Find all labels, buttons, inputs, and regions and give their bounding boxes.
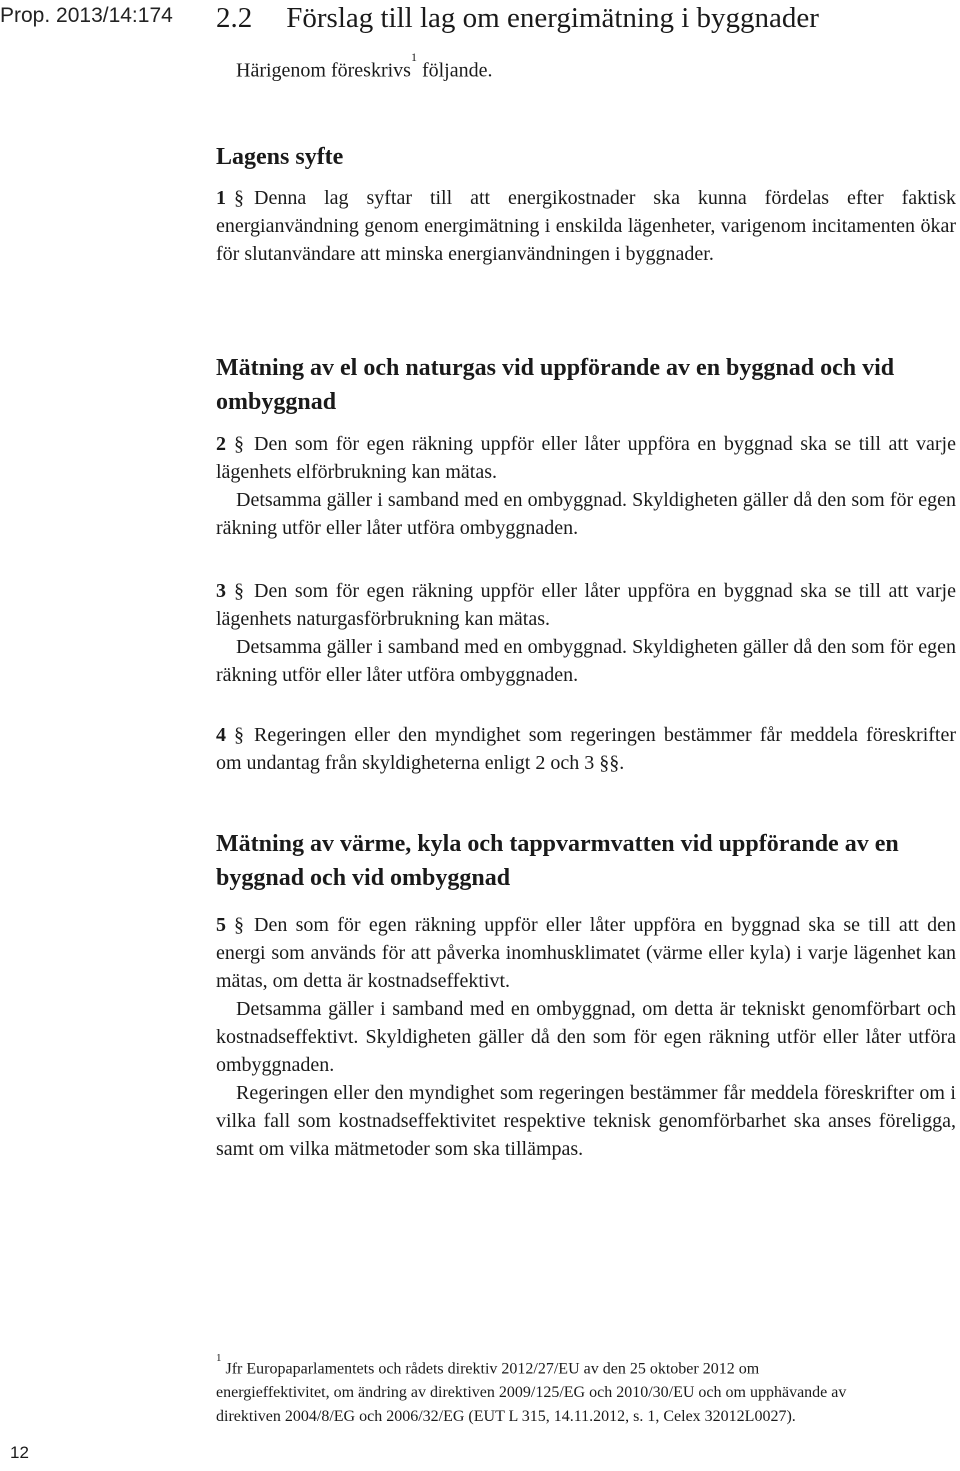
paragraph-number: 2 bbox=[216, 433, 226, 455]
section-el-naturgas bbox=[216, 351, 956, 419]
section-heading: Lagens syfte bbox=[216, 144, 344, 170]
paragraph-number: 1 bbox=[216, 187, 226, 209]
paragraph-text: Regeringen eller den myndighet som regeringen bestämmer får meddela föreskrifter om undantag från skyldigheterna enligt 2 och 3 §§. bbox=[216, 724, 956, 774]
section-sign: § bbox=[234, 580, 244, 602]
footnote-mark: 1 bbox=[216, 1352, 222, 1364]
section-varme-kyla bbox=[216, 827, 956, 895]
footnote-divider bbox=[216, 1340, 416, 1341]
section-heading: Mätning av värme, kyla och tappvarmvatten vid uppförande av en byggnad och vid ombyggnad bbox=[216, 831, 899, 891]
footnote-text: Jfr Europaparlamentets och rådets direktiv 2012/27/EU av den 25 oktober 2012 om energieffektivitet, om ändring av direktiven 2009/125/EG och 2010/30/EU och om upphävande av direktiven 2004/8/EG och 2006/32/EG (EUT L 315, 14.11.2012, s. 1, Celex 32012L0027). bbox=[216, 1360, 847, 1426]
paragraph-number: 3 bbox=[216, 580, 226, 602]
section-sign: § bbox=[234, 187, 244, 209]
paragraph-number: 5 bbox=[216, 914, 226, 936]
paragraph-3 bbox=[216, 577, 956, 689]
intro-end: följande. bbox=[416, 59, 493, 82]
section-lagens-syfte bbox=[216, 140, 956, 174]
paragraph-1 bbox=[216, 184, 956, 268]
paragraph-text: Detsamma gäller i samband med en ombyggnad, om detta är tekniskt genomförbart och kostnadseffektivt. Skyldigheten gäller då den som för egen räkning utför eller låter utföra ombyggnaden. bbox=[216, 998, 956, 1076]
section-title: Förslag till lag om energimätning i byggnader bbox=[286, 2, 819, 34]
section-sign: § bbox=[234, 724, 244, 746]
intro-text: Härigenom föreskrivs bbox=[236, 59, 411, 82]
section-heading: Mätning av el och naturgas vid uppförande av en byggnad och vid ombyggnad bbox=[216, 355, 895, 415]
paragraph-text: Den som för egen räkning uppför eller låter uppföra en byggnad ska se till att varje lägenhets elförbrukning kan mätas. bbox=[216, 433, 956, 483]
paragraph-text: Regeringen eller den myndighet som regeringen bestämmer får meddela föreskrifter om i vilka fall som kostnadseffektivitet respektive teknisk genomförbarhet ska anses föreligga, samt om vilka mätmetoder som ska tillämpas. bbox=[216, 1082, 956, 1160]
page-title bbox=[216, 2, 819, 35]
paragraph-text: Detsamma gäller i samband med en ombyggnad. Skyldigheten gäller då den som för egen räkning utför eller låter utföra ombyggnaden. bbox=[216, 636, 956, 686]
footnote-ref: 1 bbox=[410, 50, 417, 64]
footnote bbox=[216, 1352, 876, 1429]
section-sign: § bbox=[234, 433, 244, 455]
section-number: 2.2 bbox=[216, 2, 253, 34]
paragraph-text: Den som för egen räkning uppför eller låter uppföra en byggnad ska se till att den energi som används för att påverka inomhusklimatet (värme eller kyla) i varje lägenhet kan mätas, om detta är kostnadseffektivt. bbox=[216, 914, 956, 992]
paragraph-text: Den som för egen räkning uppför eller låter uppföra en byggnad ska se till att varje lägenhets naturgasförbrukning kan mätas. bbox=[216, 580, 956, 630]
intro-line bbox=[236, 50, 493, 83]
section-sign: § bbox=[234, 914, 244, 936]
paragraph-4 bbox=[216, 721, 956, 777]
paragraph-2 bbox=[216, 430, 956, 542]
paragraph-5 bbox=[216, 911, 956, 1163]
proposition-label: Prop. 2013/14:174 bbox=[0, 4, 173, 27]
paragraph-text: Denna lag syftar till att energikostnader ska kunna fördelas efter faktisk energianvändning genom energimätning i enskilda lägenheter, varigenom incitamenten ökar för slutanvändare att minska energianvändningen i byggnader. bbox=[216, 187, 956, 265]
paragraph-text: Detsamma gäller i samband med en ombyggnad. Skyldigheten gäller då den som för egen räkning utför eller låter utföra ombyggnaden. bbox=[216, 489, 956, 539]
page-number: 12 bbox=[10, 1443, 29, 1462]
paragraph-number: 4 bbox=[216, 724, 226, 746]
